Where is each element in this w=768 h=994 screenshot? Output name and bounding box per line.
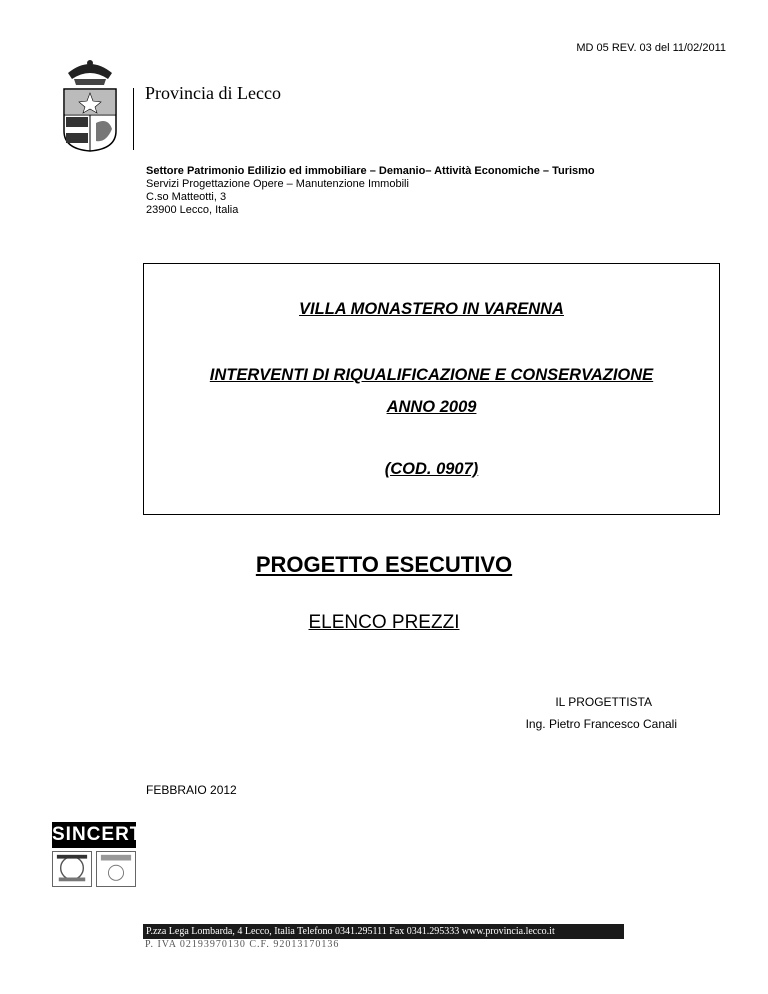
document-subtitle: ELENCO PREZZI [308,612,460,633]
footer-tax-info: P. IVA 02193970130 C.F. 92013170136 [145,939,340,950]
project-description: INTERVENTI DI RIQUALIFICAZIONE E CONSERVAZIONE [209,366,654,384]
address-street: C.so Matteotti, 3 [146,191,227,203]
designer-name: Ing. Pietro Francesco Canali [525,717,677,731]
footer-contact-bar: P.zza Lega Lombarda, 4 Lecco, Italia Telefono 0341.295111 Fax 0341.295333 www.provincia.lecco.it [143,924,624,939]
document-revision-code: MD 05 REV. 03 del 11/02/2011 [576,42,726,54]
document-date: FEBBRAIO 2012 [146,783,237,797]
project-code: (COD. 0907) [384,460,479,478]
department-name: Settore Patrimonio Edilizio ed immobiliare – Demanio– Attività Economiche – Turismo [146,165,595,177]
certification-seal-left [52,851,92,887]
province-name: Provincia di Lecco [145,83,281,103]
certification-logo: SINCERT [52,822,136,848]
service-name: Servizi Progettazione Opere – Manutenzione Immobili [146,178,409,190]
header-divider [133,88,134,150]
document-title: PROGETTO ESECUTIVO [255,552,513,577]
project-info-box [143,263,720,515]
certification-seal-right [96,851,136,887]
department-block [146,165,595,217]
project-name: VILLA MONASTERO IN VARENNA [299,300,564,318]
project-year: ANNO 2009 [386,398,477,416]
address-city: 23900 Lecco, Italia [146,204,239,216]
province-coat-of-arms-icon [54,53,126,153]
certification-badge-icon [52,822,143,890]
designer-label: IL PROGETTISTA [555,695,652,709]
